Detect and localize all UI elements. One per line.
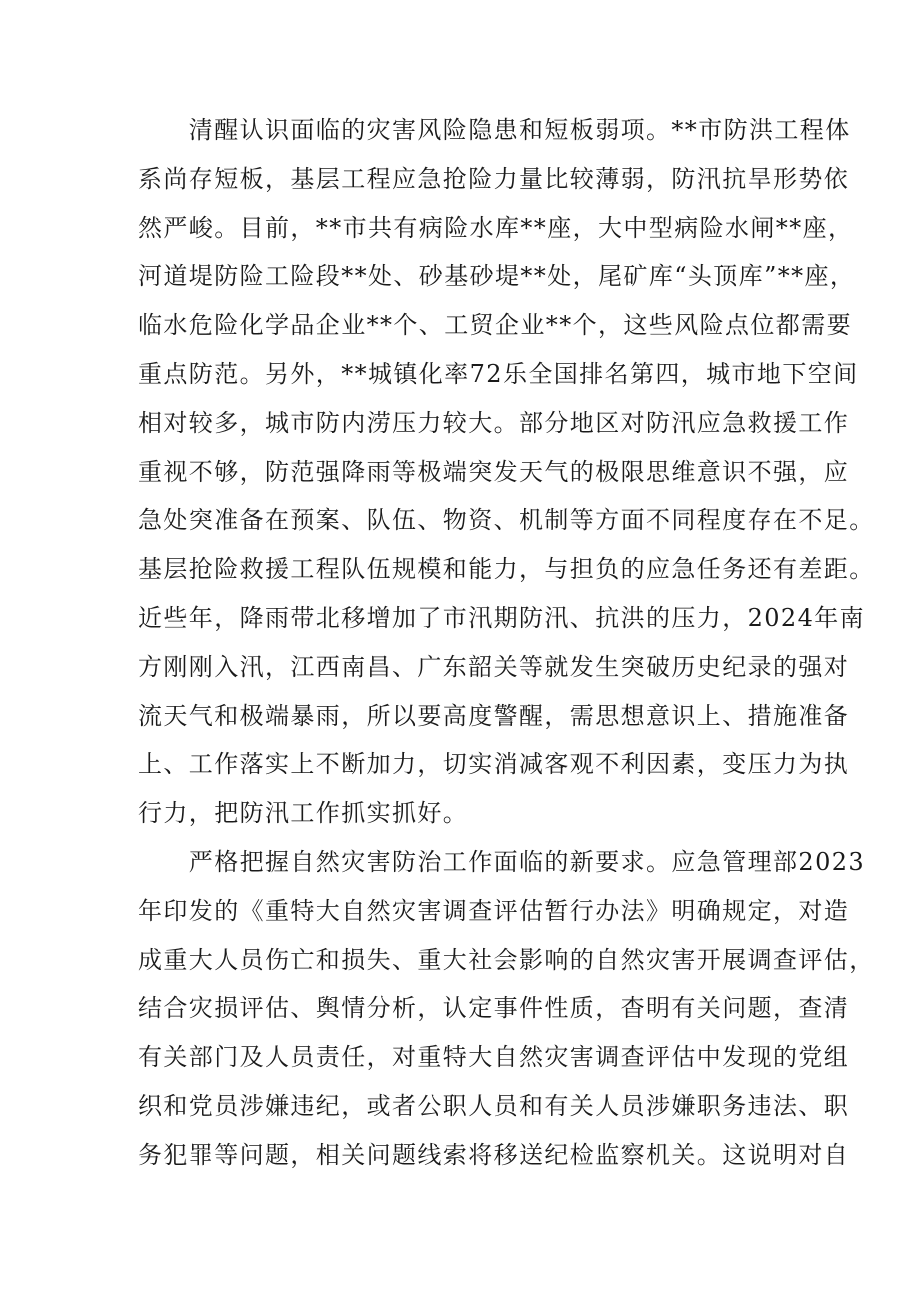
text-line: 成重大人员伤亡和损失、重大社会影响的自然灾害开展调查评估， (138, 945, 875, 974)
text-line: 急处突准备在预案、队伍、物资、机制等方面不同程度存在不足。 (138, 506, 875, 535)
text-line: 基层抢险救援工程队伍规模和能力，与担负的应急任务还有差距。 (138, 555, 875, 584)
text-line: 然严峻。目前，**市共有病险水库**座，大中型病险水闸**座， (138, 213, 854, 242)
text-line: 有关部门及人员责任，对重特大自然灾害调查评估中发现的党组 (138, 1043, 850, 1072)
text-line: 严格把握自然灾害防治工作面临的新要求。应急管理部2023 (138, 847, 866, 876)
paragraph-new-requirements (138, 838, 875, 1180)
text-line: 行力，把防汛工作抓实抓好。 (138, 799, 469, 828)
text-line: 方刚刚入汛，江西南昌、广东韶关等就发生突破历史纪录的强对 (138, 652, 850, 681)
text-line: 清醒认识面临的灾害风险隐患和短板弱项。**市防洪工程体 (138, 116, 851, 144)
text-line: 结合灾损评估、舆情分析，认定事件性质，杳明有关问题，查清 (138, 994, 850, 1023)
paragraph-disaster-risks (138, 106, 875, 838)
text-line: 相对较多，城市防内涝压力较大。部分地区对防汛应急救援工作 (138, 408, 850, 437)
text-line: 务犯罪等问题，相关问题线索将移送纪检监察机关。这说明对自 (138, 1140, 850, 1169)
text-line: 临水危险化学品企业**个、工贸企业**个，这些风险点位都需要 (138, 311, 852, 340)
text-line: 河道堤防险工险段**处、砂基砂堤**处，尾矿库“头顶库”**座， (138, 262, 856, 291)
text-line: 织和党员涉嫌违纪，或者公职人员和有关人员涉嫌职务违法、职 (138, 1091, 850, 1120)
text-line: 重点防范。另外，**城镇化率72乐全国排名第四，城市地下空间 (138, 359, 859, 388)
text-line: 近些年，降雨带北移增加了市汛期防汛、抗洪的压力，2024年南 (138, 603, 866, 632)
text-line: 上、工作落实上不断加力，切实消减客观不利因素，变压力为执 (138, 750, 850, 779)
text-line: 系尚存短板，基层工程应急抢险力量比较薄弱，防汛抗旱形势依 (138, 164, 850, 193)
text-line: 流天气和极端暴雨，所以要高度警醒，需思想意识上、措施准备 (138, 701, 850, 730)
text-line: 年印发的《重特大自然灾害调查评估暂行办法》明确规定，对造 (138, 896, 850, 925)
text-line: 重视不够，防范强降雨等极端突发天气的极限思维意识不强，应 (138, 457, 850, 486)
document-body (138, 106, 875, 1180)
